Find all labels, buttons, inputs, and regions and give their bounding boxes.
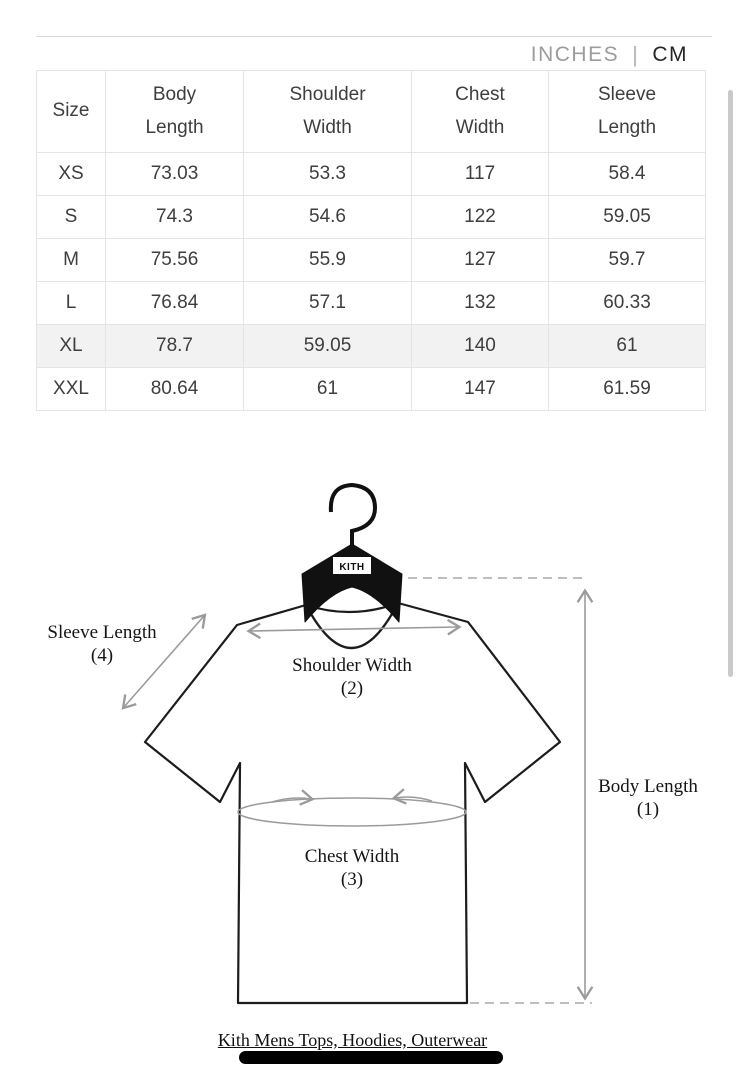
unit-toggle: [531, 42, 688, 68]
chest-width-label: Chest Width: [304, 846, 400, 867]
cell-shoulder-width: 53.3: [244, 153, 412, 196]
column-header-body-length: [106, 71, 244, 153]
column-header-line: Length: [597, 116, 657, 138]
hanger-brand-label: KITH: [339, 562, 365, 573]
cell-shoulder-width: 57.1: [244, 282, 412, 325]
cell-body-length: 74.3: [106, 196, 244, 239]
category-link[interactable]: Kith Mens Tops, Hoodies, Outerwear: [217, 1030, 488, 1050]
measurement-diagram: [0, 470, 740, 1030]
cell-size: M: [37, 239, 106, 282]
cell-size: S: [37, 196, 106, 239]
cell-body-length: 73.03: [106, 153, 244, 196]
column-header-sleeve-length: [549, 71, 706, 153]
shoulder-width-label: Shoulder Width: [292, 655, 412, 676]
size-row-s: [37, 196, 706, 239]
shoulder-width-number: (2): [340, 678, 364, 699]
column-header-line: Width: [303, 116, 352, 138]
sleeve-length-number: (4): [90, 645, 114, 666]
home-indicator-bar: [239, 1051, 503, 1064]
cell-sleeve-length: 60.33: [549, 282, 706, 325]
column-header-line: Body: [152, 84, 197, 106]
column-header-chest-width: [412, 71, 549, 153]
unit-toggle-divider: |: [632, 42, 640, 67]
cell-chest-width: 140: [412, 325, 549, 368]
sleeve-length-label: Sleeve Length: [47, 622, 157, 643]
column-header-line: Shoulder: [289, 84, 366, 106]
cell-chest-width: 117: [412, 153, 549, 196]
size-chart-header-row: [37, 71, 706, 153]
cell-sleeve-length: 59.05: [549, 196, 706, 239]
cell-body-length: 76.84: [106, 282, 244, 325]
column-header-line: Sleeve: [597, 84, 657, 106]
size-row-xxl: [37, 368, 706, 411]
column-header-size-label: Size: [52, 100, 90, 122]
cell-shoulder-width: 61: [244, 368, 412, 411]
cell-sleeve-length: 58.4: [549, 153, 706, 196]
cell-body-length: 80.64: [106, 368, 244, 411]
cell-chest-width: 147: [412, 368, 549, 411]
unit-cm-button[interactable]: CM: [652, 43, 688, 66]
cell-body-length: 78.7: [106, 325, 244, 368]
column-header-line: Width: [455, 116, 505, 138]
cell-sleeve-length: 61.59: [549, 368, 706, 411]
cell-body-length: 75.56: [106, 239, 244, 282]
cell-size: XS: [37, 153, 106, 196]
cell-size: XXL: [37, 368, 106, 411]
cell-shoulder-width: 59.05: [244, 325, 412, 368]
column-header-line: Chest: [455, 84, 505, 106]
header-divider: [36, 36, 712, 37]
size-row-xl: [37, 325, 706, 368]
cell-sleeve-length: 59.7: [549, 239, 706, 282]
cell-shoulder-width: 54.6: [244, 196, 412, 239]
cell-size: XL: [37, 325, 106, 368]
cell-size: L: [37, 282, 106, 325]
cell-sleeve-length: 61: [549, 325, 706, 368]
chest-width-number: (3): [340, 869, 364, 890]
cell-chest-width: 132: [412, 282, 549, 325]
cell-chest-width: 122: [412, 196, 549, 239]
size-row-l: [37, 282, 706, 325]
size-chart-table: [36, 70, 706, 411]
body-length-number: (1): [636, 799, 660, 820]
column-header-line: Length: [145, 116, 204, 138]
column-header-size: [37, 71, 106, 153]
cell-shoulder-width: 55.9: [244, 239, 412, 282]
unit-inches-button[interactable]: INCHES: [530, 43, 620, 66]
column-header-shoulder-width: [244, 71, 412, 153]
body-length-label: Body Length: [598, 776, 698, 797]
size-row-m: [37, 239, 706, 282]
hanger-hook-icon: [331, 485, 375, 550]
size-row-xs: [37, 153, 706, 196]
cell-chest-width: 127: [412, 239, 549, 282]
